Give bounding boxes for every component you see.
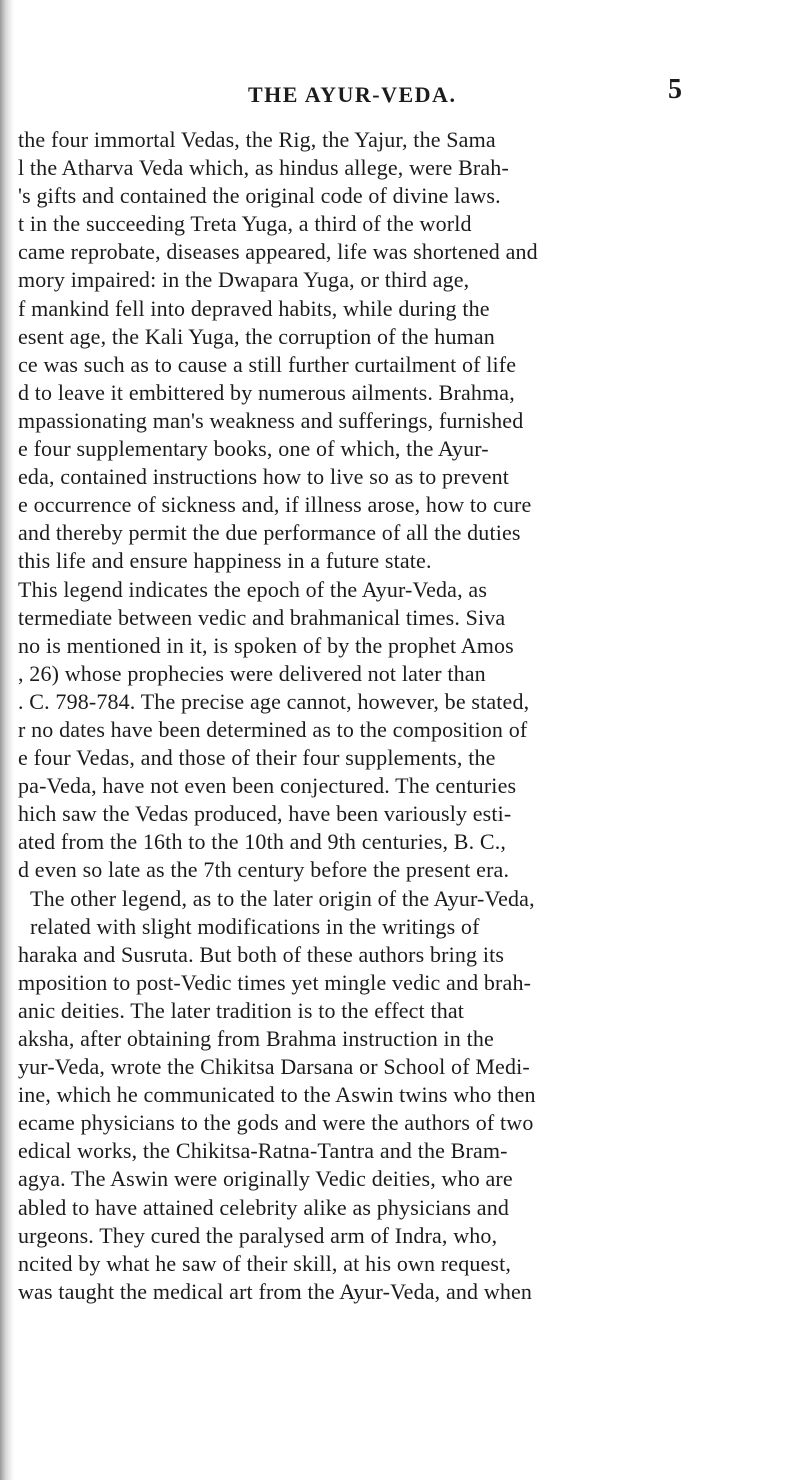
text-line: hich saw the Vedas produced, have been variously esti-	[18, 801, 512, 827]
running-head: THE AYUR-VEDA.	[248, 82, 457, 107]
page-header	[0, 74, 800, 112]
text-line: agya. The Aswin were originally Vedic deities, who are	[18, 1166, 513, 1192]
text-line: urgeons. They cured the paralysed arm of Indra, who,	[18, 1222, 498, 1248]
text-line: pa-Veda, have not even been conjectured. The centuries	[18, 773, 517, 799]
text-line: l the Atharva Veda which, as hindus allege, were Brah-	[18, 155, 509, 181]
text-line: aksha, after obtaining from Brahma instruction in the	[18, 1026, 494, 1051]
text-line: 's gifts and contained the original code of divine laws.	[18, 183, 501, 209]
text-line: no is mentioned in it, is spoken of by the prophet Amos	[18, 632, 514, 658]
text-line: related with slight modifications in the writings of	[30, 913, 480, 939]
text-line: was taught the medical art from the Ayur-Veda, and when	[18, 1278, 533, 1304]
text-line: esent age, the Kali Yuga, the corruption of the human	[18, 323, 495, 349]
page-number: 5	[668, 74, 682, 105]
text-line: mposition to post-Vedic times yet mingle vedic and brah-	[18, 969, 532, 995]
text-line: r no dates have been determined as to the composition of	[18, 716, 528, 742]
text-line: ated from the 16th to the 10th and 9th centuries, B. C.,	[18, 829, 507, 855]
text-line: e four supplementary books, one of which, the Ayur-	[18, 436, 489, 462]
text-line: abled to have attained celebrity alike as physicians and	[18, 1194, 509, 1220]
text-line: ncited by what he saw of their skill, at his own request,	[18, 1250, 512, 1276]
text-line: e occurrence of sickness and, if illness arose, how to cure	[18, 492, 532, 518]
text-line: eda, contained instructions how to live so as to prevent	[18, 464, 510, 490]
text-line: anic deities. The later tradition is to the effect that	[18, 997, 465, 1023]
binding-gutter-shadow	[0, 0, 14, 1480]
text-line: . C. 798-784. The precise age cannot, however, be stated,	[18, 688, 530, 714]
text-line: edical works, the Chikitsa-Ratna-Tantra and the Bram-	[18, 1138, 508, 1164]
text-line: mory impaired: in the Dwapara Yuga, or third age,	[18, 267, 470, 293]
text-line: d even so late as the 7th century before the present era.	[18, 857, 510, 883]
paragraph-start-line: The other legend, as to the later origin of the Ayur-Veda,	[30, 885, 535, 911]
text-line: ce was such as to cause a still further curtailment of life	[18, 351, 517, 377]
text-line: ecame physicians to the gods and were the authors of two	[18, 1110, 534, 1136]
text-line: d to leave it embittered by numerous ailments. Brahma,	[18, 379, 515, 405]
text-line: yur-Veda, wrote the Chikitsa Darsana or School of Medi-	[18, 1054, 530, 1080]
body-text	[18, 126, 788, 1306]
text-line: haraka and Susruta. But both of these authors bring its	[18, 941, 505, 967]
text-line: ine, which he communicated to the Aswin twins who then	[18, 1082, 536, 1108]
text-line: termediate between vedic and brahmanical times. Siva	[18, 604, 506, 630]
text-line: came reprobate, diseases appeared, life was shortened and	[18, 239, 538, 265]
text-line: this life and ensure happiness in a future state.	[18, 548, 432, 574]
text-line: the four immortal Vedas, the Rig, the Yajur, the Sama	[18, 127, 496, 152]
text-line: , 26) whose prophecies were delivered not later than	[18, 660, 486, 686]
text-line: f mankind fell into depraved habits, while during the	[18, 295, 490, 321]
text-line: and thereby permit the due performance of all the duties	[18, 520, 521, 546]
text-line: mpassionating man's weakness and sufferings, furnished	[18, 407, 524, 433]
paragraph-start-line: This legend indicates the epoch of the Ayur-Veda, as	[18, 576, 488, 602]
text-line: t in the succeeding Treta Yuga, a third of the world	[18, 211, 472, 237]
text-line: e four Vedas, and those of their four supplements, the	[18, 745, 496, 771]
